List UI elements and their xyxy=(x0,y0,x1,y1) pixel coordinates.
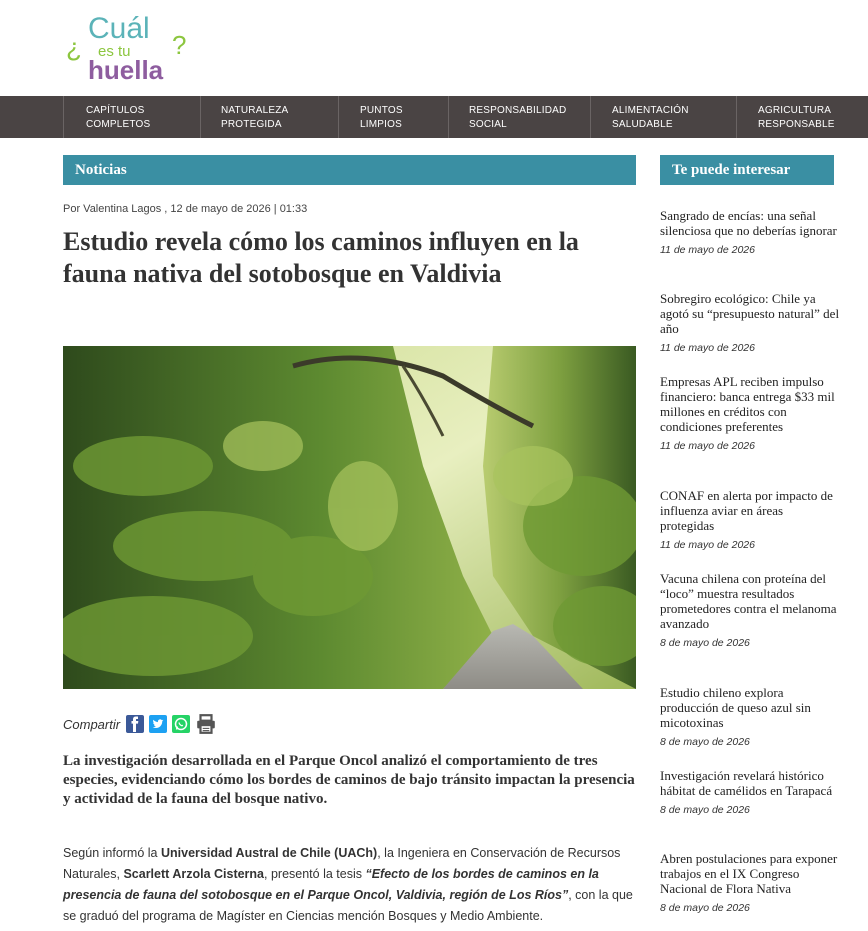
share-bar xyxy=(63,713,222,735)
article-byline: Por Valentina Lagos , 12 de mayo de 2026 | 01:33 xyxy=(63,203,308,215)
main-nav xyxy=(0,96,868,138)
sidebar-article xyxy=(660,488,840,551)
sidebar-article-title[interactable]: Sangrado de encías: una señal silenciosa que no deberías ignorar xyxy=(660,208,837,238)
nav-divider xyxy=(736,96,737,138)
nav-item-line2: LIMPIOS xyxy=(360,119,402,130)
nav-divider xyxy=(448,96,449,138)
body-text-1: Según informó la xyxy=(63,846,161,860)
share-label: Compartir xyxy=(63,716,121,732)
sidebar-article-date: 11 de mayo de 2026 xyxy=(660,244,755,256)
article-hero-image xyxy=(63,346,636,689)
nav-item-capitulos[interactable] xyxy=(86,104,150,132)
logo-open-question: ¿ xyxy=(66,32,82,62)
sidebar-article-title[interactable]: Investigación revelará histórico hábitat de camélidos en Tarapacá xyxy=(660,768,833,798)
body-text-2: , la Ingeniera en Conservación de Recursos Naturales, xyxy=(63,846,621,881)
sidebar-article-title[interactable]: Vacuna chilena con proteína del “loco” muestra resultados prometedores contra el melanoma avanzado xyxy=(660,571,837,631)
sidebar-article xyxy=(660,851,840,914)
body-text-3: , presentó la tesis xyxy=(264,867,366,881)
sidebar-article-title[interactable]: CONAF en alerta por impacto de influenza aviar en áreas protegidas xyxy=(660,488,833,533)
sidebar-article-date: 8 de mayo de 2026 xyxy=(660,804,750,816)
nav-item-line1: AGRICULTURA xyxy=(758,105,832,116)
logo-close-question: ? xyxy=(172,30,187,60)
twitter-icon[interactable] xyxy=(149,715,167,733)
sidebar-article-date: 11 de mayo de 2026 xyxy=(660,539,755,551)
nav-item-line2: PROTEGIDA xyxy=(221,119,282,130)
nav-item-line2: SALUDABLE xyxy=(612,119,673,130)
sidebar-article xyxy=(660,291,840,354)
nav-item-responsabilidad[interactable] xyxy=(469,104,566,132)
nav-item-line2: RESPONSABLE xyxy=(758,119,835,130)
nav-item-line1: CAPÍTULOS xyxy=(86,105,145,116)
site-logo[interactable] xyxy=(66,8,196,88)
nav-item-line1: ALIMENTACIÓN xyxy=(612,105,689,116)
nav-item-line1: RESPONSABILIDAD xyxy=(469,105,567,116)
sidebar-article xyxy=(660,685,840,748)
whatsapp-icon[interactable] xyxy=(172,715,190,733)
sidebar-article xyxy=(660,208,840,256)
nav-divider xyxy=(200,96,201,138)
nav-item-line1: NATURALEZA xyxy=(221,105,289,116)
section-header-noticias: Noticias xyxy=(63,155,636,185)
sidebar-article-title[interactable]: Estudio chileno explora producción de queso azul sin micotoxinas xyxy=(660,685,811,730)
sidebar-article-title[interactable]: Empresas APL reciben impulso financiero: banca entrega $33 mil millones en créditos con condiciones preferentes xyxy=(660,374,835,434)
sidebar-article xyxy=(660,571,840,649)
sidebar-article-date: 8 de mayo de 2026 xyxy=(660,637,750,649)
logo-line-3: huella xyxy=(88,55,164,85)
nav-divider xyxy=(63,96,64,138)
sidebar-article-date: 11 de mayo de 2026 xyxy=(660,342,755,354)
logo-line-2: es tu xyxy=(98,43,131,60)
sidebar-article-date: 8 de mayo de 2026 xyxy=(660,902,750,914)
facebook-icon[interactable] xyxy=(126,715,144,733)
body-author: Scarlett Arzola Cisterna xyxy=(123,867,265,881)
body-thesis: “Efecto de los bordes de caminos en la presencia de fauna del sotobosque en el Parque Oncol, Valdivia, región de Los Ríos” xyxy=(63,867,599,902)
nav-item-puntos[interactable] xyxy=(360,104,403,132)
nav-divider xyxy=(590,96,591,138)
body-org: Universidad Austral de Chile (UACh) xyxy=(160,846,378,860)
nav-item-agricultura[interactable] xyxy=(758,104,835,132)
nav-item-naturaleza[interactable] xyxy=(221,104,288,132)
logo-line-1: Cuál xyxy=(88,12,150,45)
nav-item-line2: COMPLETOS xyxy=(86,119,151,130)
sidebar-article-title[interactable]: Sobregiro ecológico: Chile ya agotó su “presupuesto natural” del año xyxy=(660,291,840,336)
sidebar-article-title[interactable]: Abren postulaciones para exponer trabajos en el IX Congreso Nacional de Flora Nativa xyxy=(660,851,838,896)
nav-divider xyxy=(338,96,339,138)
article-lead: La investigación desarrollada en el Parque Oncol analizó el comportamiento de tres especies, evidenciando cómo los bordes de caminos de bajo tránsito impactan la presencia y actividad de la fauna del bosque nativo. xyxy=(63,753,635,807)
sidebar-article-date: 8 de mayo de 2026 xyxy=(660,736,750,748)
article-title: Estudio revela cómo los caminos influyen en la fauna nativa del sotobosque en Valdivia xyxy=(63,227,579,288)
body-text-4: , con la que se graduó del programa de Magíster en Ciencias mención Bosques y Medio Ambiente. xyxy=(63,888,633,923)
nav-item-alimentacion[interactable] xyxy=(612,104,689,132)
sidebar-article xyxy=(660,768,840,816)
section-header-sidebar: Te puede interesar xyxy=(660,155,834,185)
sidebar-article-date: 11 de mayo de 2026 xyxy=(660,440,755,452)
sidebar-article xyxy=(660,374,840,452)
nav-item-line2: SOCIAL xyxy=(469,119,507,130)
nav-item-line1: PUNTOS xyxy=(360,105,403,116)
print-icon[interactable] xyxy=(195,713,217,735)
article-body xyxy=(63,843,643,927)
